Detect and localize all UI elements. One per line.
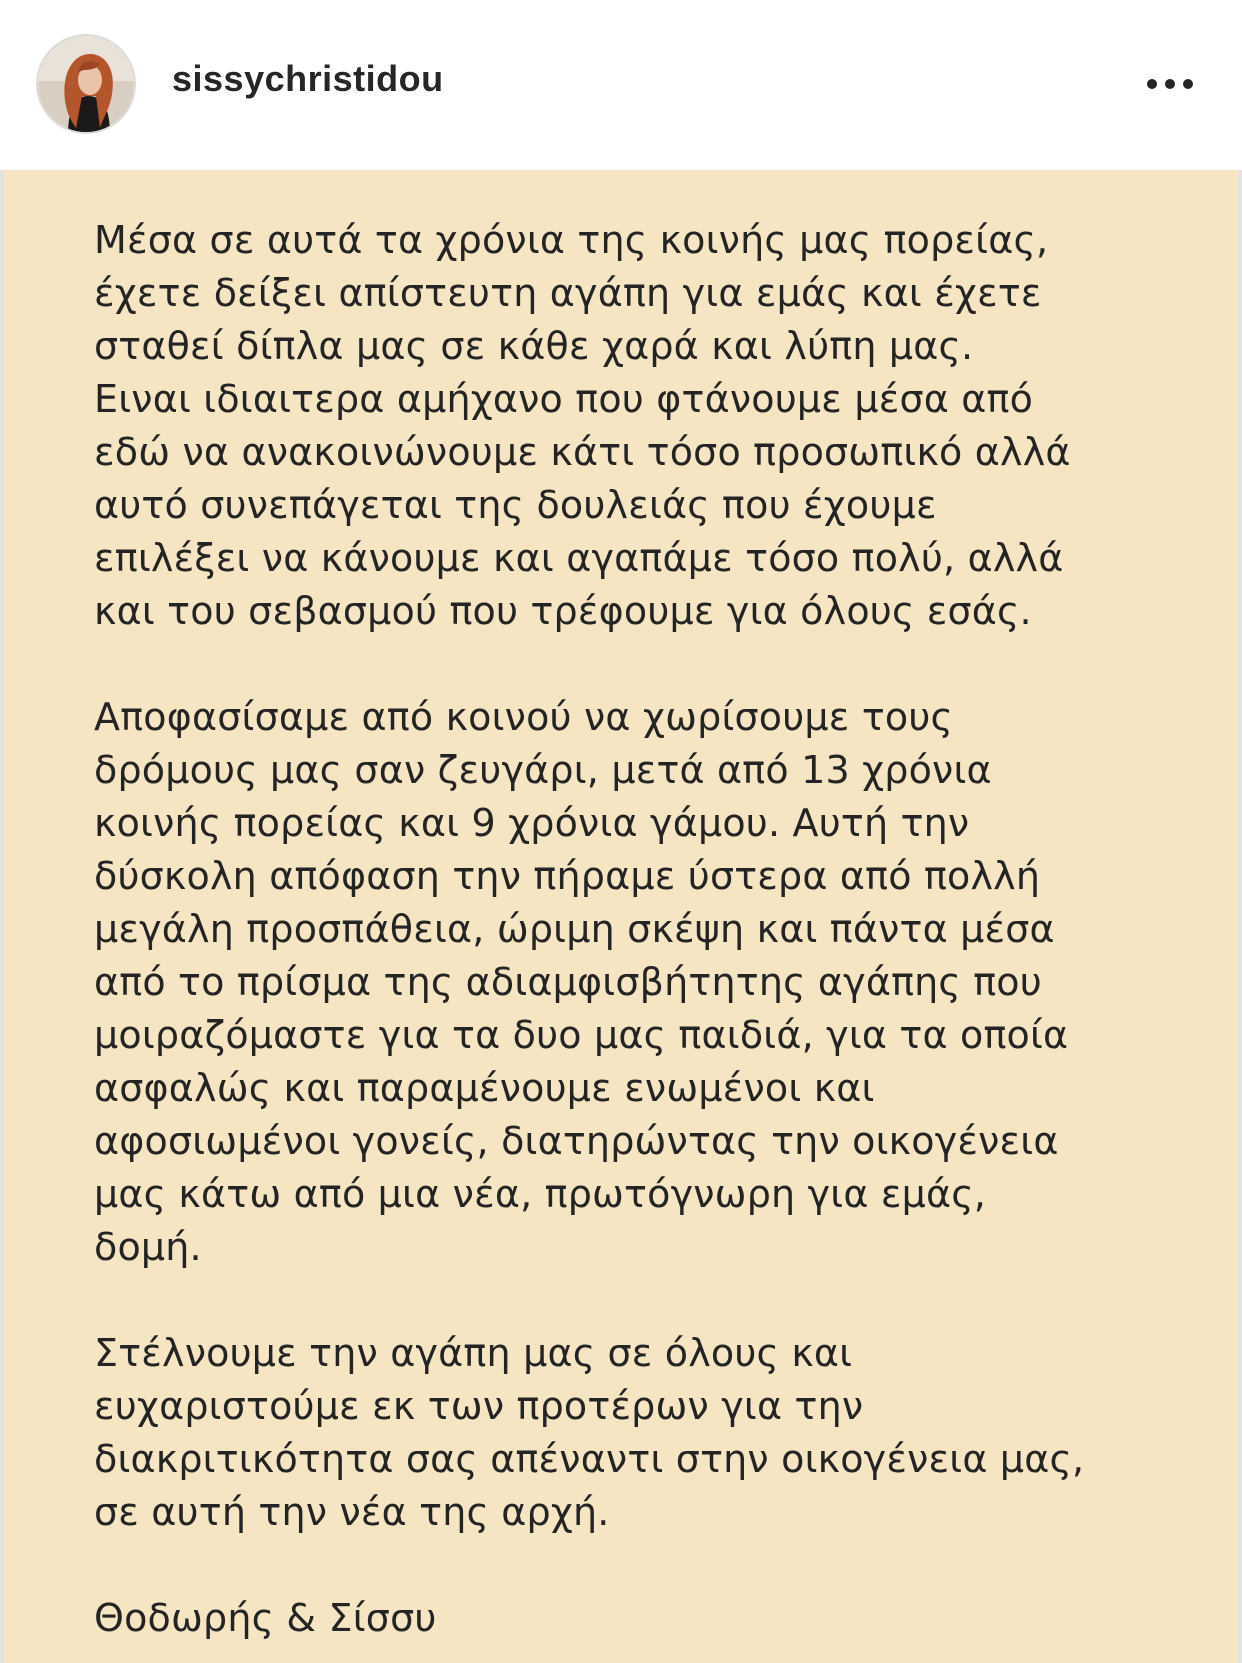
signature <box>94 1592 1174 1645</box>
text-line: σταθεί δίπλα μας σε κάθε χαρά και λύπη μας. <box>94 324 974 368</box>
avatar-photo-icon <box>38 36 136 134</box>
text-line: διακριτικότητα σας απέναντι στην οικογένεια μας, <box>94 1437 1085 1481</box>
profile-avatar[interactable] <box>36 34 136 134</box>
paragraph-2 <box>94 691 1174 1274</box>
post-image <box>0 170 1242 1663</box>
text-line: Ειναι ιδιαιτερα αμήχανο που φτάνουμε μέσα από <box>94 377 1034 421</box>
text-line: δρόμους μας σαν ζευγάρι, μετά από 13 χρόνια <box>94 748 992 792</box>
text-line: μεγάλη προσπάθεια, ώριμη σκέψη και πάντα μέσα <box>94 907 1055 951</box>
text-line: μας κάτω από μια νέα, πρωτόγνωρη για εμάς, <box>94 1172 987 1216</box>
text-line: Μέσα σε αυτά τα χρόνια της κοινής μας πορείας, <box>94 218 1049 262</box>
text-line: δομή. <box>94 1225 202 1269</box>
paragraph-3 <box>94 1327 1174 1539</box>
more-horizontal-icon <box>1140 64 1200 104</box>
text-line: από το πρίσμα της αδιαμφισβήτητης αγάπης που <box>94 960 1042 1004</box>
text-line: ευχαριστούμε εκ των προτέρων για την <box>94 1384 864 1428</box>
text-line: Αποφασίσαμε από κοινού να χωρίσουμε τους <box>94 695 954 739</box>
more-options-button[interactable] <box>1140 64 1200 104</box>
text-line: αυτό συνεπάγεται της δουλειάς που έχουμε <box>94 483 937 527</box>
post-text <box>94 214 1174 1645</box>
text-line: ασφαλώς και παραμένουμε ενωμένοι και <box>94 1066 875 1110</box>
username[interactable]: sissychristidou <box>172 58 444 99</box>
text-line: και του σεβασμού που τρέφουμε για όλους εσάς. <box>94 589 1032 633</box>
text-line: αφοσιωμένοι γονείς, διατηρώντας την οικογένεια <box>94 1119 1059 1163</box>
text-line: επιλέξει να κάνουμε και αγαπάμε τόσο πολύ, αλλά <box>94 536 1064 580</box>
text-line: εδώ να ανακοινώνουμε κάτι τόσο προσωπικό αλλά <box>94 430 1071 474</box>
paragraph-1 <box>94 214 1174 638</box>
text-line: κοινής πορείας και 9 χρόνια γάμου. Αυτή την <box>94 801 970 845</box>
text-line: μοιραζόμαστε για τα δυο μας παιδιά, για τα οποία <box>94 1013 1069 1057</box>
text-line: δύσκολη απόφαση την πήραμε ύστερα από πολλή <box>94 854 1041 898</box>
text-line: έχετε δείξει απίστευτη αγάπη για εμάς και έχετε <box>94 271 1042 315</box>
post-header <box>0 0 1242 170</box>
text-line: Στέλνουμε την αγάπη μας σε όλους και <box>94 1331 853 1375</box>
text-line: σε αυτή την νέα της αρχή. <box>94 1490 610 1534</box>
signature-text: Θοδωρής & Σίσσυ <box>94 1596 437 1640</box>
